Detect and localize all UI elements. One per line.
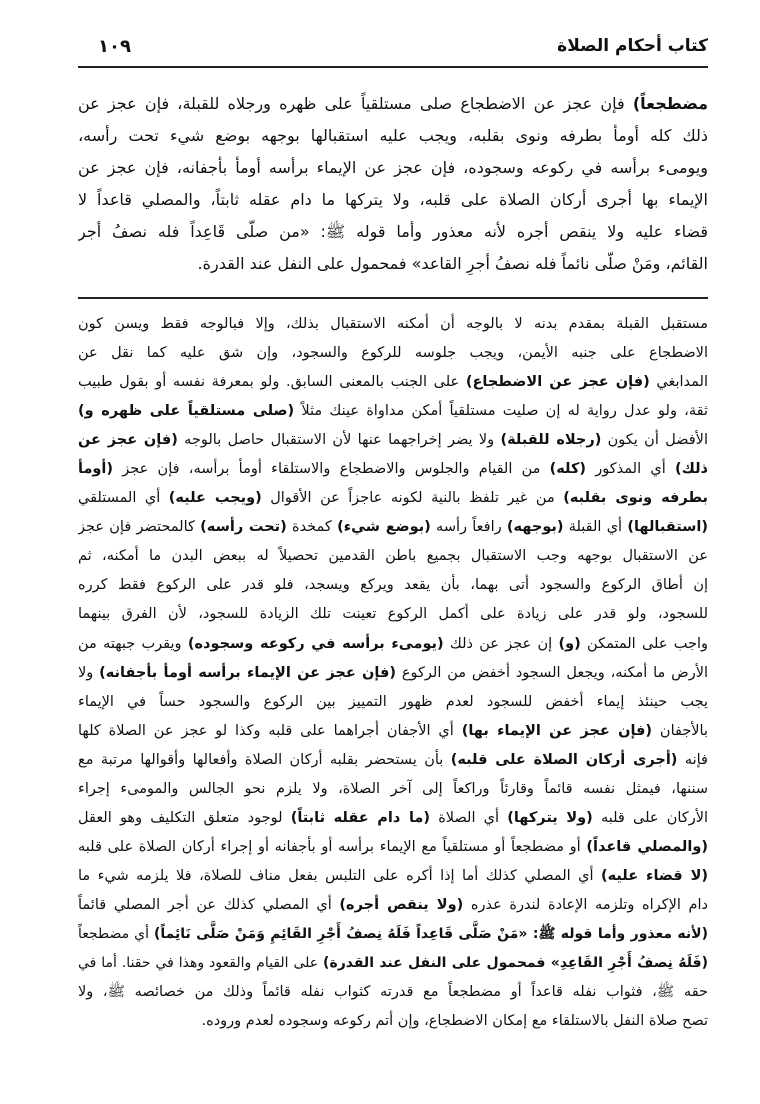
footnote-line (78, 600, 708, 629)
bold-matn-quote: (ويجب عليه) (168, 490, 262, 507)
footnote-line (78, 513, 708, 542)
bold-matn-quote: (كله) (549, 461, 587, 478)
text-segment: لوجود متعلق التكليف وهو العقل (78, 809, 291, 826)
text-segment: واجب على المتمكن (580, 635, 708, 652)
footnote-line (78, 542, 708, 571)
bold-matn-quote: (أومأ (78, 461, 114, 478)
text-segment: ذلك كله أومأ بطرفه ونوى بقلبه، ويجب عليه استقبالها بوجهه بوضع شيء تحت رأسه، (78, 126, 708, 145)
bold-matn-quote: (و) (558, 635, 581, 652)
bold-matn-quote: (فَلَهُ نِصفُ أَجْرِ القَاعِدِ» فمحمول على النفل عند القدرة) (323, 955, 708, 972)
text-segment: ولا (78, 664, 100, 681)
text-segment: من غير تلفظ بالنية لكونه عاجزاً عن الأقوال (261, 490, 564, 507)
bold-matn-quote: (تحت رأسه) (200, 519, 287, 536)
text-segment: عن الاستقبال بوجهه وجب الاستقبال بجميع باطن القدمين تحصيلاً له ببعض البدن ما أمكنه، ثم (78, 548, 708, 565)
text-segment: الإيماء بها أجرى أركان الصلاة على قلبه، ولا يتركها ما دام عقله ثابتاً، والمصلي قاعداً لا (78, 190, 708, 209)
bold-matn-quote: (والمصلي قاعداً) (586, 838, 708, 855)
header-rule (78, 66, 708, 68)
footnote-line (78, 833, 708, 862)
text-segment: أو مضطجعاً أو مستلقياً مع الإيماء برأسه أو بأجفانه أو إجراء أركان الصلاة على قلبه (78, 838, 587, 855)
bold-matn-quote: (ولا يتركها) (507, 809, 593, 826)
running-header (78, 34, 708, 62)
text-segment: أي المصلي كذلك عن أجر المصلي قائماً (78, 896, 340, 913)
text-segment: ثقة، ولو عدل رواية له إن صليت مستلقياً أمكن مداواة عينك مثلاً (294, 403, 708, 420)
text-segment: أي الصلاة (430, 809, 508, 826)
footnote-line (78, 717, 708, 746)
text-segment: سننها، فيمثل نفسه قائماً وقارئاً وراكعاً إلى آخر الصلاة، ولا يلزم نحو الجالس والمومىء إجراء (78, 780, 708, 797)
bold-matn-quote: (أجرى أركان الصلاة على قلبه) (450, 751, 678, 768)
bold-matn-quote: مضطجعاً) (632, 94, 708, 113)
footnote-line (78, 688, 708, 717)
text-segment: إن عجز عن ذلك (443, 635, 559, 652)
text-segment: على القيام والقعود وهذا في حقنا. أما في (78, 955, 324, 972)
text-segment: أي القبلة (563, 519, 628, 536)
bold-matn-quote: (ولا ينقص أجره) (339, 896, 464, 913)
bold-matn-quote: ذلك) (674, 461, 708, 478)
footnote-line (78, 891, 708, 920)
footnote-line (78, 920, 708, 949)
main-text-line (78, 120, 708, 152)
text-segment: كالمحتضر فإن عجز (78, 519, 201, 536)
text-segment: يجب حينئذ إيماء أخفض للسجود لعدم ظهور التمييز بين الركوع والسجود حساً في الإيماء (78, 693, 708, 710)
text-segment: رافعاً رأسه (430, 519, 507, 536)
text-segment: الأركان على قلبه (592, 809, 708, 826)
text-segment: بالأجفان (652, 722, 708, 739)
text-segment: ويومىء برأسه في ركوعه وسجوده، فإن عجز عن الإيماء برأسه أومأ بأجفانه، فإن عجز عن (78, 158, 708, 177)
text-segment: على الجنب بالمعنى السابق. ولو بمعرفة نفسه أو بقول طبيب (78, 374, 466, 391)
text-segment: أي المذكور (586, 461, 675, 478)
footnote-line (78, 1007, 708, 1036)
bold-matn-quote: (بوجهه) (506, 519, 564, 536)
bold-matn-quote: (فإن عجز عن الاضطجاع) (465, 374, 650, 391)
text-segment: القائم، ومَنْ صلّى نائماً فله نصفُ أجرِ القاعد» فمحمول على النفل عند القدرة. (197, 254, 708, 273)
footnote-line (78, 397, 708, 426)
bold-matn-quote: (يومىء برأسه في ركوعه وسجوده) (187, 635, 444, 652)
main-text-line (78, 88, 708, 120)
bold-matn-quote: (ما دام عقله ثابتاً) (290, 809, 431, 826)
text-segment: أي المصلي كذلك أما إذا أكره على التلبس بفعل مناف للصلاة، فلا يلزمه شيء ما (78, 867, 601, 884)
text-segment: للسجود، ولو قدر على زيادة على أكمل الركوع تعينت تلك الزيادة للسجود، لأن الفرق بينهما (78, 606, 708, 623)
footnote-line (78, 426, 708, 455)
text-segment: بأن يستحضر بقلبه أركان الصلاة وأفعالها وأقوالها مرتبة مع (78, 751, 451, 768)
bold-matn-quote: (لا قضاء عليه) (600, 867, 708, 884)
text-segment: أي الأجفان أجراهما على قلبه وكذا لو عجز عن الصلاة كلها (78, 722, 462, 739)
page-number: ١٠٩ (98, 36, 131, 57)
text-segment: كمخدة (286, 519, 338, 536)
bold-matn-quote: (صلى مستلقياً على ظهره و) (78, 403, 295, 420)
main-text-line (78, 184, 708, 216)
text-segment: مستقبل القبلة بمقدم بدنه لا بالوجه أن أمكنه الاستقبال بذلك، وإلا فبالوجه فقط ويسن كون (78, 316, 708, 332)
bold-matn-quote: (استقبالها) (627, 519, 708, 536)
footnote-line (78, 804, 708, 833)
main-text (78, 88, 708, 280)
footnote-separator (78, 297, 708, 299)
book-title: كتاب أحكام الصلاة (557, 36, 708, 56)
footnote-line (78, 310, 708, 339)
footnote-line (78, 862, 708, 891)
text-segment: تصح صلاة النفل بالاستلقاء مع إمكان الاضطجاع، وإن أتم ركوعه وسجوده لعدم وروده. (201, 1013, 708, 1030)
footnote-line (78, 949, 708, 978)
text-segment: فإنه (677, 751, 708, 768)
text-segment: أي المستلقي (78, 490, 169, 507)
text-segment: دام الإكراه وتلزمه الإعادة لندرة عذره (463, 896, 708, 913)
main-text-line (78, 216, 708, 248)
footnote-line (78, 571, 708, 600)
main-text-line (78, 152, 708, 184)
bold-matn-quote: (رجلاه للقبلة) (500, 432, 602, 449)
bold-matn-quote: (فإن عجز عن الإيماء بها) (461, 722, 653, 739)
text-segment: ولا يضر إخراجهما عنها لأن الاستقبال حاصل بالوجه (177, 432, 501, 449)
main-text-line (78, 248, 708, 280)
footnote-line (78, 659, 708, 688)
text-segment: الاضطجاع على جنبه الأيمن، ويجب جلوسه للركوع والسجود، وإن شق عليه كما نقل عن (78, 345, 708, 362)
footnote-line (78, 455, 708, 484)
footnote-line (78, 339, 708, 368)
commentary-footnote (78, 310, 708, 1036)
text-segment: من القيام والجلوس والاضطجاع والاستلقاء أومأ برأسه، فإن عجز (113, 461, 550, 478)
footnote-line (78, 746, 708, 775)
text-segment: أي مضطجعاً (78, 925, 154, 942)
text-segment: الأفضل أن يكون (601, 432, 708, 449)
text-segment: فإن عجز عن الاضطجاع صلى مستلقياً على ظهره ورجلاه للقبلة، فإن عجز عن (78, 94, 633, 113)
footnote-line (78, 630, 708, 659)
footnote-line (78, 978, 708, 1007)
bold-matn-quote: (فإن عجز عن الإيماء برأسه أومأ بأجفانه) (99, 664, 396, 681)
footnote-line (78, 368, 708, 397)
text-segment: الأرض ما أمكنه، ويجعل السجود أخفض من الركوع (396, 664, 708, 681)
text-segment: ويقرب جبهته من (78, 635, 188, 652)
footnote-line (78, 484, 708, 513)
bold-matn-quote: (فإن عجز عن (78, 432, 178, 449)
bold-matn-quote: (لأنه معذور وأما قوله ﷺ: «مَنْ صَلَّى قَاعِداً فَلَهُ نِصفُ أَجْرِ القَائِمِ وَمَنْ صَلَّى نَائِماً) (153, 925, 708, 942)
footnote-line (78, 775, 708, 804)
bold-matn-quote: (بوضع شيء) (337, 519, 431, 536)
text-segment: إن أطاق الركوع والسجود أتى بهما، بأن يقعد ويركع ويسجد، فلو قدر على الركوع فقط كرره (78, 577, 708, 594)
text-segment: قضاء عليه ولا ينقص أجره لأنه معذور وأما قوله ﷺ: «من صلّى قَاعِداً فله نصفُ أجر (78, 222, 708, 241)
text-segment: حقه ﷺ، فثواب نفله قاعداً أو مضطجعاً مع قدرته كثواب نفله قائماً وذلك من خصائصه ﷺ، ولا (78, 984, 708, 1001)
text-segment: المدابغي (649, 374, 708, 391)
bold-matn-quote: بطرفه ونوى بقلبه) (563, 490, 708, 507)
